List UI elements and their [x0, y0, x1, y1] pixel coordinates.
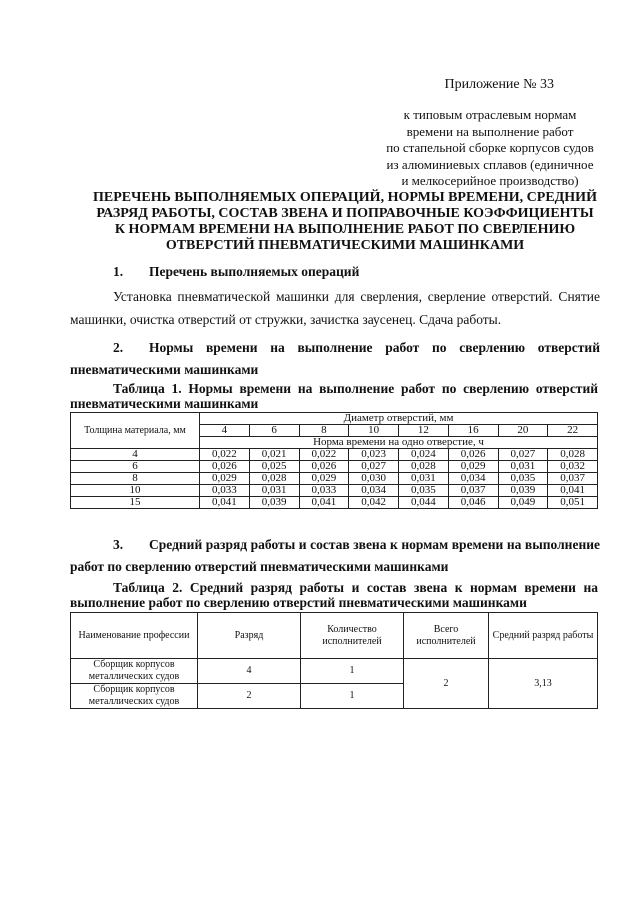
time-norm: 0,041 [299, 497, 349, 509]
header-thickness: Толщина материала, мм [71, 413, 200, 449]
thickness: 15 [71, 497, 200, 509]
time-norm: 0,029 [200, 473, 250, 485]
total: 2 [404, 659, 489, 709]
table-row [71, 449, 598, 461]
time-norm: 0,023 [349, 449, 399, 461]
time-norm: 0,021 [249, 449, 299, 461]
profession: Сборщик корпусов металлических судов [71, 684, 198, 709]
header-count: Количество исполнителей [301, 613, 404, 659]
time-norm: 0,033 [299, 485, 349, 497]
header-avg: Средний разряд работы [489, 613, 598, 659]
grade: 4 [198, 659, 301, 684]
diameter-header: 4 [200, 425, 250, 437]
time-norm: 0,041 [548, 485, 598, 497]
subtitle-line: из алюминиевых сплавов (единичное [386, 156, 594, 172]
time-norm: 0,031 [498, 461, 548, 473]
time-norm: 0,031 [399, 473, 449, 485]
section-title: Перечень выполняемых операций [149, 264, 360, 279]
diameter-header: 12 [399, 425, 449, 437]
grade: 2 [198, 684, 301, 709]
appendix-subtitle [380, 107, 600, 190]
section-number: 1. [113, 264, 124, 279]
title-line: К НОРМАМ ВРЕМЕНИ НА ВЫПОЛНЕНИЕ РАБОТ ПО СВЕРЛЕНИЮ [114, 222, 576, 237]
time-norm: 0,022 [299, 449, 349, 461]
section-1-text: Установка пневматической машинки для сверления, сверление отверстий. Снятие машинки, очистка отверстий от стружки, зачистка заусенец. Сдача работы. [70, 289, 600, 327]
diameter-header: 22 [548, 425, 598, 437]
time-norm: 0,041 [200, 497, 250, 509]
time-norm: 0,039 [498, 485, 548, 497]
subtitle-line: времени на выполнение работ [406, 123, 574, 139]
time-norm: 0,033 [200, 485, 250, 497]
diameter-header: 8 [299, 425, 349, 437]
thickness: 4 [71, 449, 200, 461]
thickness: 6 [71, 461, 200, 473]
time-norm: 0,037 [548, 473, 598, 485]
header-grade: Разряд [198, 613, 301, 659]
title-line: РАЗРЯД РАБОТЫ, СОСТАВ ЗВЕНА И ПОПРАВОЧНЫЕ КОЭФФИЦИЕНТЫ [96, 206, 594, 221]
time-norm: 0,032 [548, 461, 598, 473]
table-row [71, 461, 598, 473]
diameter-header: 16 [448, 425, 498, 437]
profession: Сборщик корпусов металлических судов [71, 659, 198, 684]
time-norm: 0,022 [200, 449, 250, 461]
time-norm: 0,039 [249, 497, 299, 509]
header-total: Всего исполнителей [404, 613, 489, 659]
time-norm: 0,035 [399, 485, 449, 497]
section-1-heading [113, 264, 359, 280]
time-norms-table [70, 412, 598, 509]
section-title: Средний разряд работы и состав звена к нормам времени на выполнение работ по сверлению отверстий пневматическими машинками [70, 537, 600, 574]
header-profession: Наименование профессии [71, 613, 198, 659]
time-norm: 0,034 [448, 473, 498, 485]
diameter-header: 20 [498, 425, 548, 437]
table-row [71, 497, 598, 509]
thickness: 10 [71, 485, 200, 497]
time-norm: 0,034 [349, 485, 399, 497]
count: 1 [301, 659, 404, 684]
header-unit: Норма времени на одно отверстие, ч [200, 437, 598, 449]
time-norm: 0,028 [249, 473, 299, 485]
subtitle-line: по стапельной сборке корпусов судов [386, 140, 594, 155]
time-norm: 0,027 [498, 449, 548, 461]
time-norm: 0,027 [349, 461, 399, 473]
table-1-caption: Таблица 1. Нормы времени на выполнение работ по сверлению отверстий пневматическими машинками [70, 381, 598, 411]
subtitle-line: к типовым отраслевым нормам [403, 107, 577, 122]
time-norm: 0,037 [448, 485, 498, 497]
section-number: 3. [113, 537, 124, 552]
time-norm: 0,028 [399, 461, 449, 473]
title-line: ПЕРЕЧЕНЬ ВЫПОЛНЯЕМЫХ ОПЕРАЦИЙ, НОРМЫ ВРЕМЕНИ, СРЕДНИЙ [93, 190, 597, 205]
table-row [71, 485, 598, 497]
time-norm: 0,026 [299, 461, 349, 473]
table-row [71, 473, 598, 485]
time-norm: 0,028 [548, 449, 598, 461]
diameter-header: 10 [349, 425, 399, 437]
time-norm: 0,029 [448, 461, 498, 473]
time-norm: 0,031 [249, 485, 299, 497]
time-norm: 0,024 [399, 449, 449, 461]
time-norm: 0,025 [249, 461, 299, 473]
thickness: 8 [71, 473, 200, 485]
section-3-heading [70, 534, 600, 578]
time-norm: 0,030 [349, 473, 399, 485]
header-diameter: Диаметр отверстий, мм [200, 413, 598, 425]
document-title [80, 190, 610, 254]
time-norm: 0,035 [498, 473, 548, 485]
table-2-caption: Таблица 2. Средний разряд работы и состав звена к нормам времени на выполнение работ по сверлению отверстий пневматическими машинками [70, 580, 598, 610]
section-number: 2. [113, 340, 124, 355]
time-norm: 0,029 [299, 473, 349, 485]
section-title: Нормы времени на выполнение работ по сверлению отверстий пневматическими машинками [70, 340, 600, 377]
title-line: ОТВЕРСТИЙ ПНЕВМАТИЧЕСКИМИ МАШИНКАМИ [165, 238, 525, 253]
appendix-number: Приложение № 33 [444, 77, 554, 92]
diameter-header: 6 [249, 425, 299, 437]
section-2-heading [70, 337, 600, 381]
time-norm: 0,026 [448, 449, 498, 461]
subtitle-line: и мелкосерийное производство) [401, 173, 579, 188]
count: 1 [301, 684, 404, 709]
time-norm: 0,049 [498, 497, 548, 509]
time-norm: 0,044 [399, 497, 449, 509]
table-row [71, 659, 598, 684]
time-norm: 0,046 [448, 497, 498, 509]
time-norm: 0,042 [349, 497, 399, 509]
time-norm: 0,026 [200, 461, 250, 473]
avg-grade: 3,13 [489, 659, 598, 709]
time-norm: 0,051 [548, 497, 598, 509]
crew-table [70, 612, 598, 709]
